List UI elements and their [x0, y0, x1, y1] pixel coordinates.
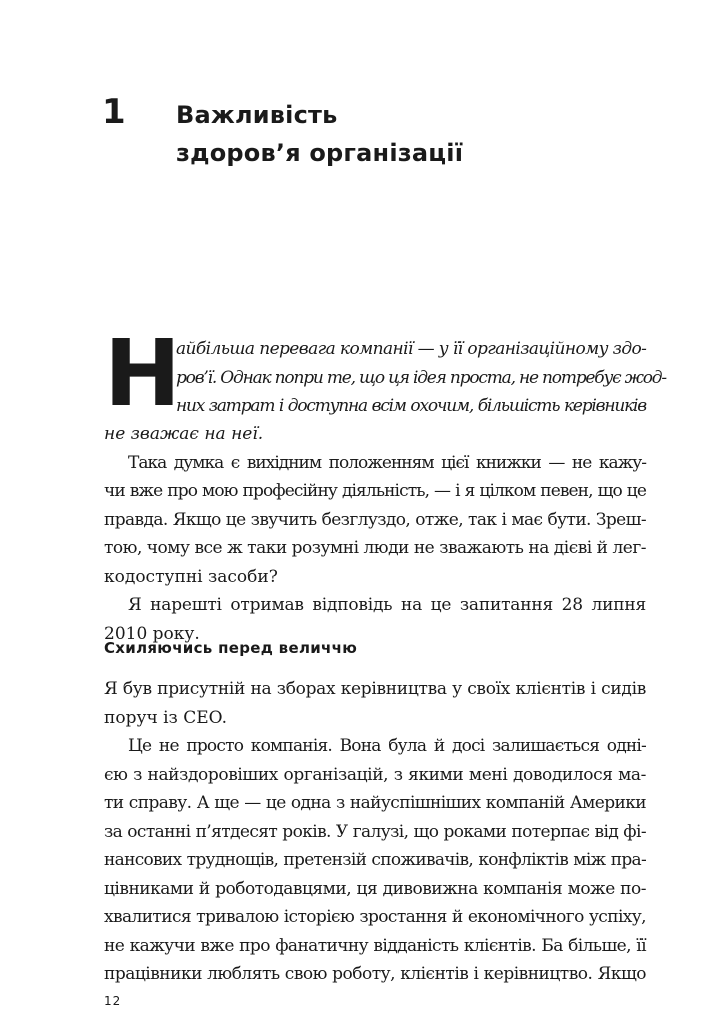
text-line: правда. Якщо це звучить безглуздо, отже, так і має бути. Зреш- — [104, 509, 646, 530]
text-line: цівниками й роботодавцями, ця дивовижна компанія може по- — [104, 878, 646, 899]
text-line: Я був присутній на зборах керівництва у своїх клієнтів і сидів — [104, 679, 646, 699]
chapter-title-line-1: Важливість — [176, 101, 338, 129]
text-line: за останні п’ятдесят років. У галузі, що роками потерпає від фі- — [104, 821, 646, 842]
text-line: них затрат і доступна всім охочим, більшість керівників — [176, 396, 646, 416]
text-line: айбільша перевага компанії — у її організаційному здо- — [176, 339, 647, 359]
text-line: єю з найздоровіших організацій, з якими мені доводилося ма- — [104, 764, 646, 785]
section-body — [104, 675, 646, 989]
text-line: кодоступні засоби? — [104, 566, 278, 587]
text-line: ров’ї. Однак попри те, що ця ідея проста, не потребує жод- — [176, 367, 666, 388]
intro-body — [104, 420, 646, 648]
section-heading: Схиляючись перед величчю — [104, 639, 358, 657]
text-line: працівники люблять свою роботу, клієнтів і керівництво. Якщо — [104, 964, 646, 984]
drop-cap: Н — [104, 320, 181, 427]
text-line: ти справу. А ще — це одна з найуспішніших компаній Америки — [104, 793, 646, 813]
text-line: Це не просто компанія. Вона була й досі залишається одні- — [128, 736, 646, 756]
text-line: поруч із CEO. — [104, 707, 227, 728]
chapter-title-line-2: здоров’я організації — [176, 139, 464, 167]
chapter-number: 1 — [102, 92, 126, 132]
text-line: не кажучи вже про фанатичну відданість клієнтів. Ба більше, її — [104, 935, 646, 956]
chapter-title — [176, 96, 463, 172]
text-line: не зважає на неї. — [104, 424, 264, 444]
text-line: 2010 року. — [104, 623, 200, 644]
page-number: 12 — [104, 994, 122, 1008]
text-line: Я нарешті отримав відповідь на це запитання 28 липня — [128, 595, 646, 615]
text-line: тою, чому все ж таки розумні люди не зважають на дієві й лег- — [104, 538, 646, 558]
intro-italic-lead — [176, 335, 666, 421]
text-line: Така думка є вихідним положенням цієї книжки — не кажу- — [128, 452, 646, 473]
text-line: хвалитися тривалою історією зростання й економічного успіху, — [104, 907, 646, 927]
text-line: чи вже про мою професійну діяльність, — і я цілком певен, що це — [104, 481, 646, 501]
text-line: нансових труднощів, претензій споживачів, конфліктів між пра- — [104, 850, 646, 870]
